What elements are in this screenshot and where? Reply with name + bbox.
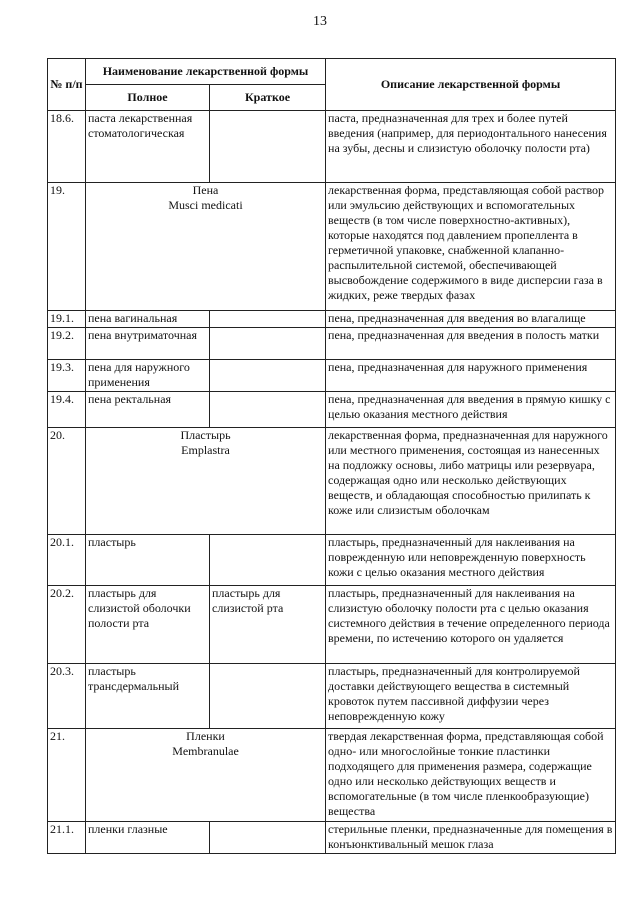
- group-title-cell: [86, 428, 326, 535]
- group-latin: Membranulae: [172, 744, 239, 758]
- row-full: пластырь для слизистой оболочки полости рта: [86, 586, 210, 664]
- row-desc: лекарственная форма, предназначенная для наружного или местного применения, состоящая из нанесенных на подложку основы, либо матрицы или резервуара, содержащая одно или несколько действующих веществ, и обладающая способностью прилипать к коже или слизистым оболочкам: [326, 428, 616, 535]
- table-row-group: [48, 428, 616, 535]
- row-desc: пена, предназначенная для введения в полость матки: [326, 328, 616, 360]
- row-desc: твердая лекарственная форма, представляющая собой одно- или многослойные тонкие пластинки подходящего для применения размера, содержащие одно или несколько действующих веществ и вспомогательные (в том числе пленкообразующие) вещества: [326, 729, 616, 822]
- row-desc: пластырь, предназначенный для контролируемой доставки действующего вещества в системный кровоток путем пассивной диффузии через неповрежденную кожу: [326, 664, 616, 729]
- row-num: 21.1.: [48, 822, 86, 854]
- row-short: [210, 392, 326, 428]
- row-desc: пена, предназначенная для наружного применения: [326, 360, 616, 392]
- table-row: [48, 664, 616, 729]
- row-short: [210, 328, 326, 360]
- row-short: [210, 664, 326, 729]
- row-desc: лекарственная форма, представляющая собой раствор или эмульсию действующих и вспомогательных веществ (в том числе поверхностно-активных), которые находятся под давлением пропеллента в герметичной упаковке, снабженной клапанно-распылительной системой, обеспечивающей высвобождение содержимого в виде дисперсии газа в жидких, реже твердых фазах: [326, 183, 616, 311]
- header-num: № п/п: [48, 59, 86, 111]
- row-full: пена для наружного применения: [86, 360, 210, 392]
- group-title: Пленки: [186, 729, 225, 743]
- row-full: пластырь: [86, 535, 210, 586]
- table-row: [48, 392, 616, 428]
- group-title: Пена: [192, 183, 219, 197]
- row-desc: пластырь, предназначенный для наклеивания на поврежденную или неповрежденную поверхность кожи с целью оказания местного действия: [326, 535, 616, 586]
- header-short: Краткое: [210, 85, 326, 111]
- row-short: [210, 311, 326, 328]
- row-desc: пена, предназначенная для введения в прямую кишку с целью оказания местного действия: [326, 392, 616, 428]
- row-num: 20.2.: [48, 586, 86, 664]
- table-row: [48, 360, 616, 392]
- row-full: пластырь трансдермальный: [86, 664, 210, 729]
- row-desc: пена, предназначенная для введения во влагалище: [326, 311, 616, 328]
- row-full: паста лекарственная стоматологическая: [86, 111, 210, 183]
- row-full: пленки глазные: [86, 822, 210, 854]
- row-num: 20.1.: [48, 535, 86, 586]
- row-short: [210, 822, 326, 854]
- table-row-group: [48, 183, 616, 311]
- table-row: [48, 535, 616, 586]
- table-row: [48, 111, 616, 183]
- group-title-cell: [86, 183, 326, 311]
- row-num: 19.1.: [48, 311, 86, 328]
- dosage-forms-table: [47, 58, 616, 854]
- header-name-group: Наименование лекарственной формы: [86, 59, 326, 85]
- group-latin: Musci medicati: [168, 198, 243, 212]
- row-full: пена внутриматочная: [86, 328, 210, 360]
- group-latin: Emplastra: [181, 443, 230, 457]
- table-row: [48, 311, 616, 328]
- row-full: пена вагинальная: [86, 311, 210, 328]
- row-full: пена ректальная: [86, 392, 210, 428]
- row-desc: стерильные пленки, предназначенные для помещения в конъюнктивальный мешок глаза: [326, 822, 616, 854]
- page-number: 13: [313, 14, 327, 29]
- row-num: 20.: [48, 428, 86, 535]
- row-num: 19.4.: [48, 392, 86, 428]
- group-title-cell: [86, 729, 326, 822]
- row-short: пластырь для слизистой рта: [210, 586, 326, 664]
- row-num: 19.3.: [48, 360, 86, 392]
- row-num: 21.: [48, 729, 86, 822]
- row-desc: паста, предназначенная для трех и более путей введения (например, для периодонтального нанесения на зубы, десны и слизистую оболочку полости рта): [326, 111, 616, 183]
- table-row: [48, 586, 616, 664]
- row-num: 19.2.: [48, 328, 86, 360]
- row-desc: пластырь, предназначенный для наклеивания на слизистую оболочку полости рта с целью оказания системного действия в течение определенного периода времени, по истечению которого он удаляется: [326, 586, 616, 664]
- group-title: Пластырь: [180, 428, 231, 442]
- header-description: Описание лекарственной формы: [326, 59, 616, 111]
- table-row: [48, 328, 616, 360]
- table-row: [48, 822, 616, 854]
- row-num: 19.: [48, 183, 86, 311]
- row-short: [210, 535, 326, 586]
- row-num: 20.3.: [48, 664, 86, 729]
- table-row-group: [48, 729, 616, 822]
- row-num: 18.6.: [48, 111, 86, 183]
- header-full: Полное: [86, 85, 210, 111]
- row-short: [210, 360, 326, 392]
- row-short: [210, 111, 326, 183]
